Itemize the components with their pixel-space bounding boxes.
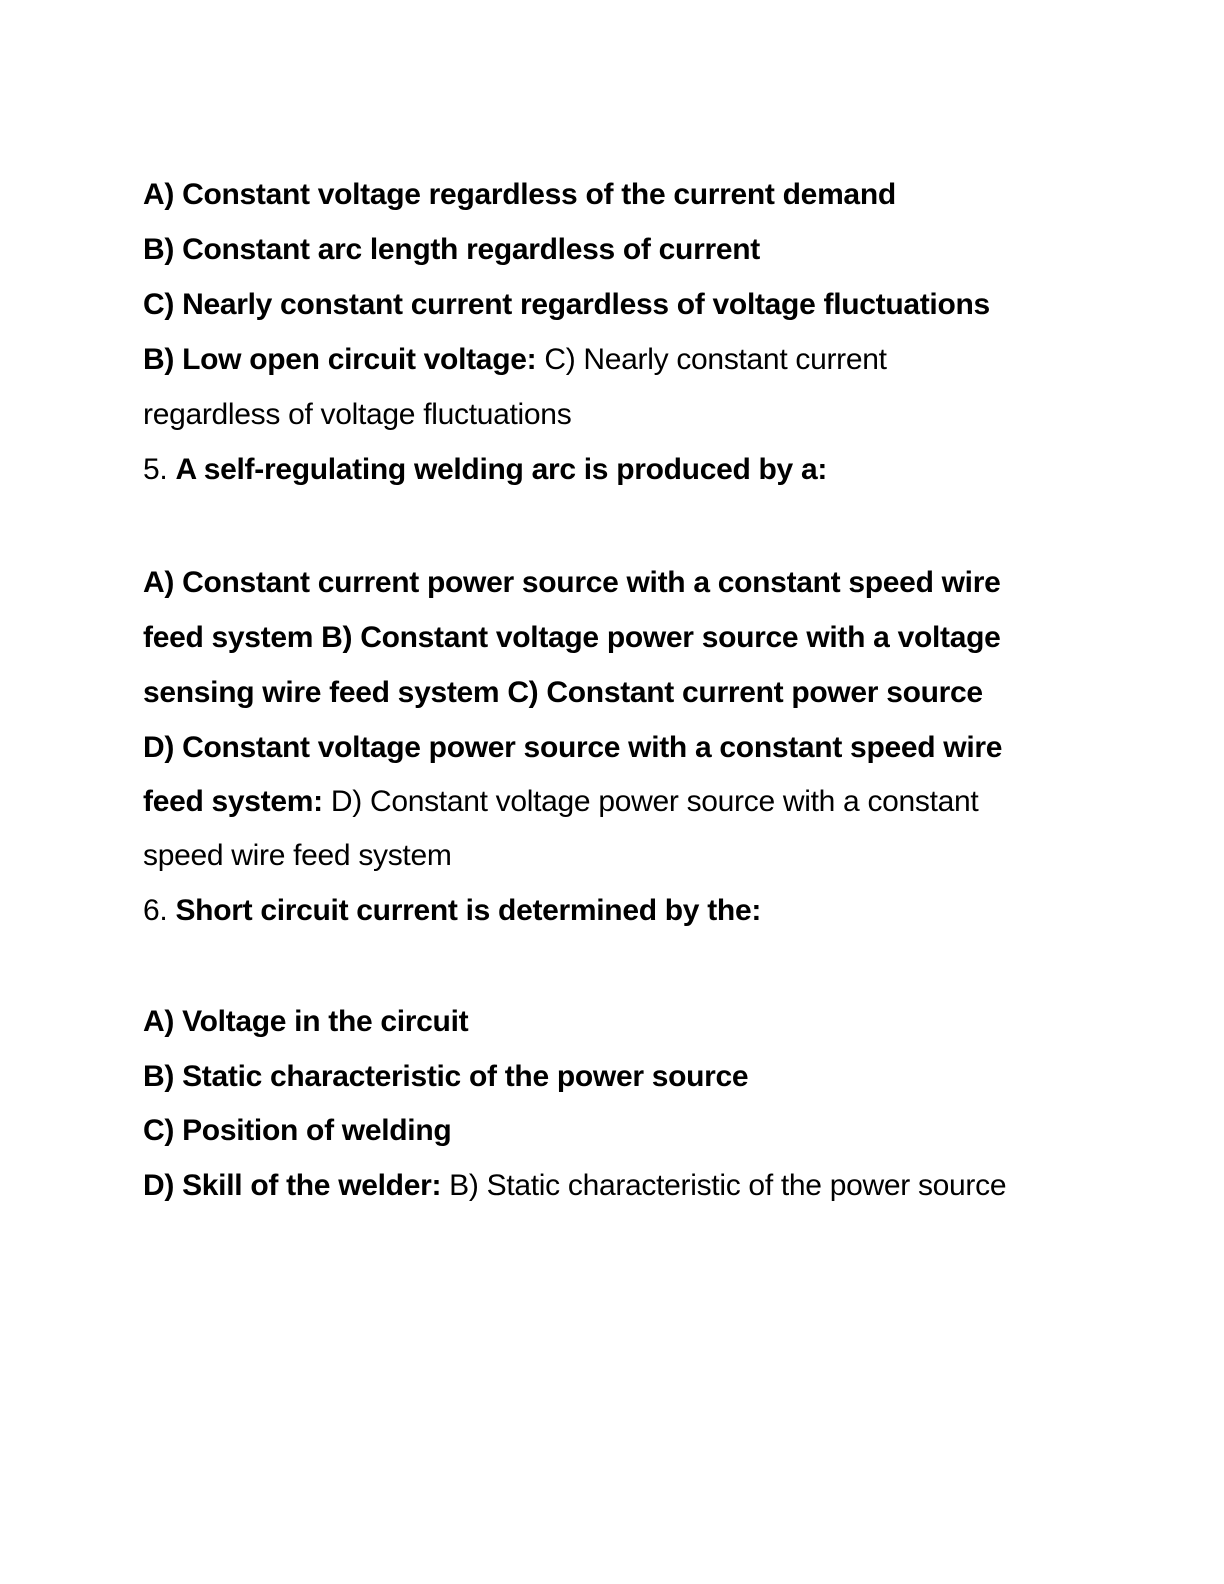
q4-option-last: B) Low open circuit voltage: [143, 343, 537, 376]
q5-options-line-4: D) Constant voltage power source with a constant speed wire [143, 731, 1003, 764]
q4-option-c: C) Nearly constant current regardless of voltage fluctuations [143, 288, 990, 321]
q6-option-a: A) Voltage in the circuit [143, 1005, 469, 1038]
q6-answer-line [143, 1168, 1006, 1204]
q5-answer-line [143, 784, 978, 820]
q6-question-text: Short circuit current is determined by the: [175, 894, 762, 927]
q5-number: 5. [143, 453, 176, 486]
q5-question [143, 452, 827, 488]
q6-option-last: D) Skill of the welder: [143, 1169, 442, 1202]
q4-answer-line [143, 342, 887, 378]
q5-options-line-1: A) Constant current power source with a constant speed wire [143, 566, 1001, 599]
q5-question-text: A self-regulating welding arc is produced by a: [175, 453, 828, 486]
q4-option-a: A) Constant voltage regardless of the current demand [143, 178, 896, 211]
q6-answer: B) Static characteristic of the power source [441, 1169, 1007, 1202]
q6-question [143, 893, 761, 929]
q6-option-c: C) Position of welding [143, 1114, 452, 1147]
q4-answer: C) Nearly constant current [536, 343, 887, 376]
q4-option-b: B) Constant arc length regardless of current [143, 233, 760, 266]
q5-options-line-3: sensing wire feed system C) Constant current power source [143, 676, 983, 709]
q5-answer-continued: speed wire feed system [143, 839, 452, 872]
q4-answer-continued: regardless of voltage fluctuations [143, 398, 572, 431]
q6-number: 6. [143, 894, 176, 927]
q5-options-line-2: feed system B) Constant voltage power source with a voltage [143, 621, 1001, 654]
q5-last-bold: feed system: [143, 785, 323, 818]
q6-option-b: B) Static characteristic of the power source [143, 1060, 749, 1093]
q5-answer: D) Constant voltage power source with a constant [322, 785, 979, 818]
